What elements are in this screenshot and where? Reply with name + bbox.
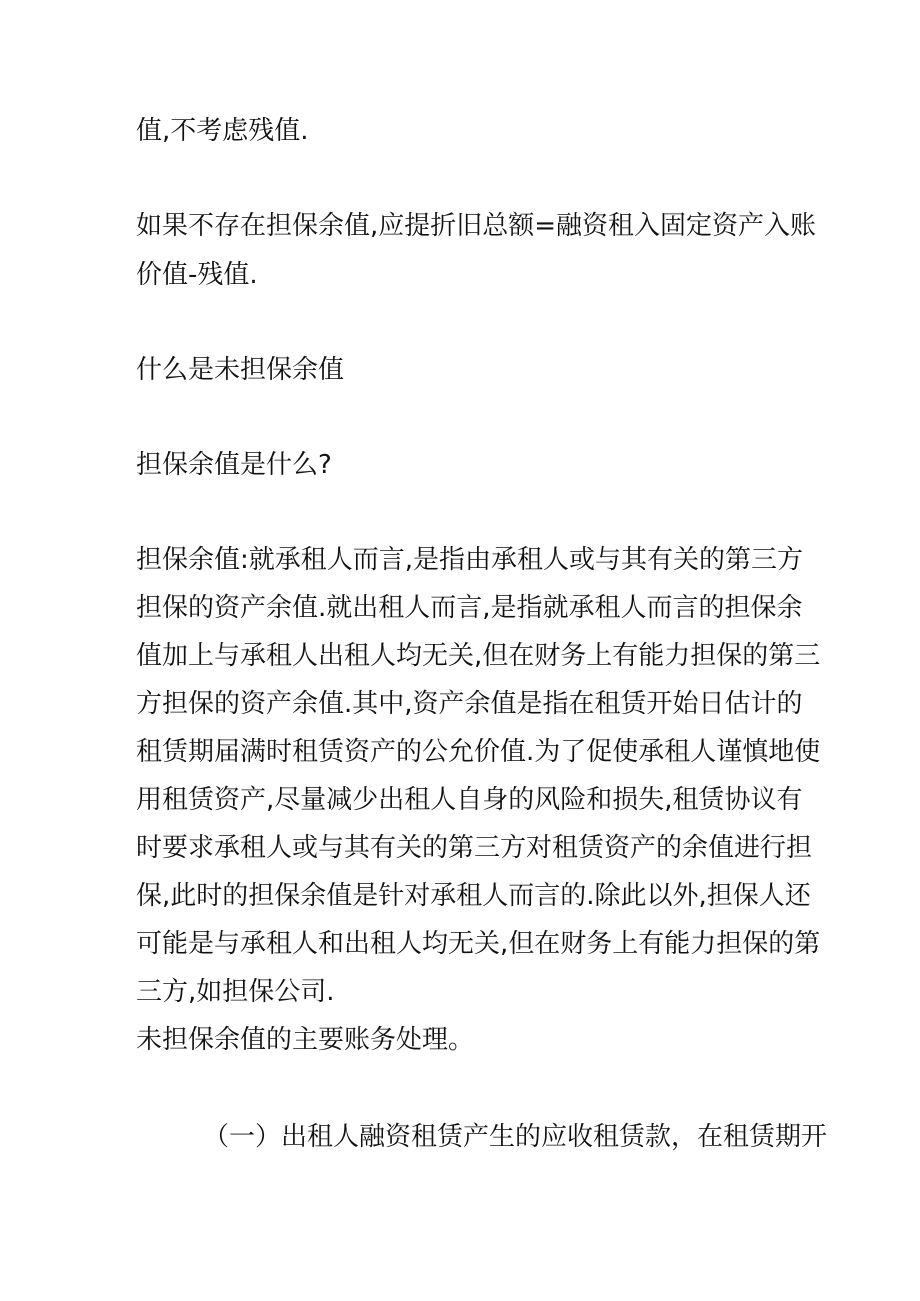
- text-line: 可能是与承租人和出租人均无关,但在财务上有能力担保的第: [136, 929, 821, 959]
- section-heading: 担保余值是什么?: [136, 450, 332, 480]
- text-line: 时要求承租人或与其有关的第三方对租赁资产的余值进行担: [136, 833, 813, 863]
- text-line: 担保的资产余值.就出租人而言,是指就承租人而言的担保余: [136, 593, 803, 623]
- text-line: 三方,如担保公司.: [136, 977, 335, 1007]
- text-line: 保,此时的担保余值是针对承租人而言的.除此以外,担保人还: [136, 881, 811, 911]
- text-line: 值,不考虑残值.: [136, 116, 309, 146]
- text-line: 担保余值:就承租人而言,是指由承租人或与其有关的第三方: [136, 545, 804, 575]
- text-line: 值加上与承租人出租人均无关,但在财务上有能力担保的第三: [136, 641, 821, 671]
- text-line: 价值-残值.: [136, 260, 258, 290]
- section-heading: 什么是未担保余值: [136, 355, 345, 385]
- text-line: 方担保的资产余值.其中,资产余值是指在租赁开始日估计的: [136, 689, 803, 719]
- text-line: 未担保余值的主要账务处理。: [136, 1025, 475, 1055]
- text-line: 如果不存在担保余值,应提折旧总额=融资租入固定资产入账: [136, 211, 817, 241]
- text-line: 租赁期届满时租赁资产的公允价值.为了促使承租人谨慎地使: [136, 737, 821, 767]
- text-line: 用租赁资产,尽量减少出租人自身的风险和损失,租赁协议有: [136, 785, 803, 815]
- list-item: （一）出租人融资租赁产生的应收租赁款，在租赁期开: [203, 1122, 828, 1152]
